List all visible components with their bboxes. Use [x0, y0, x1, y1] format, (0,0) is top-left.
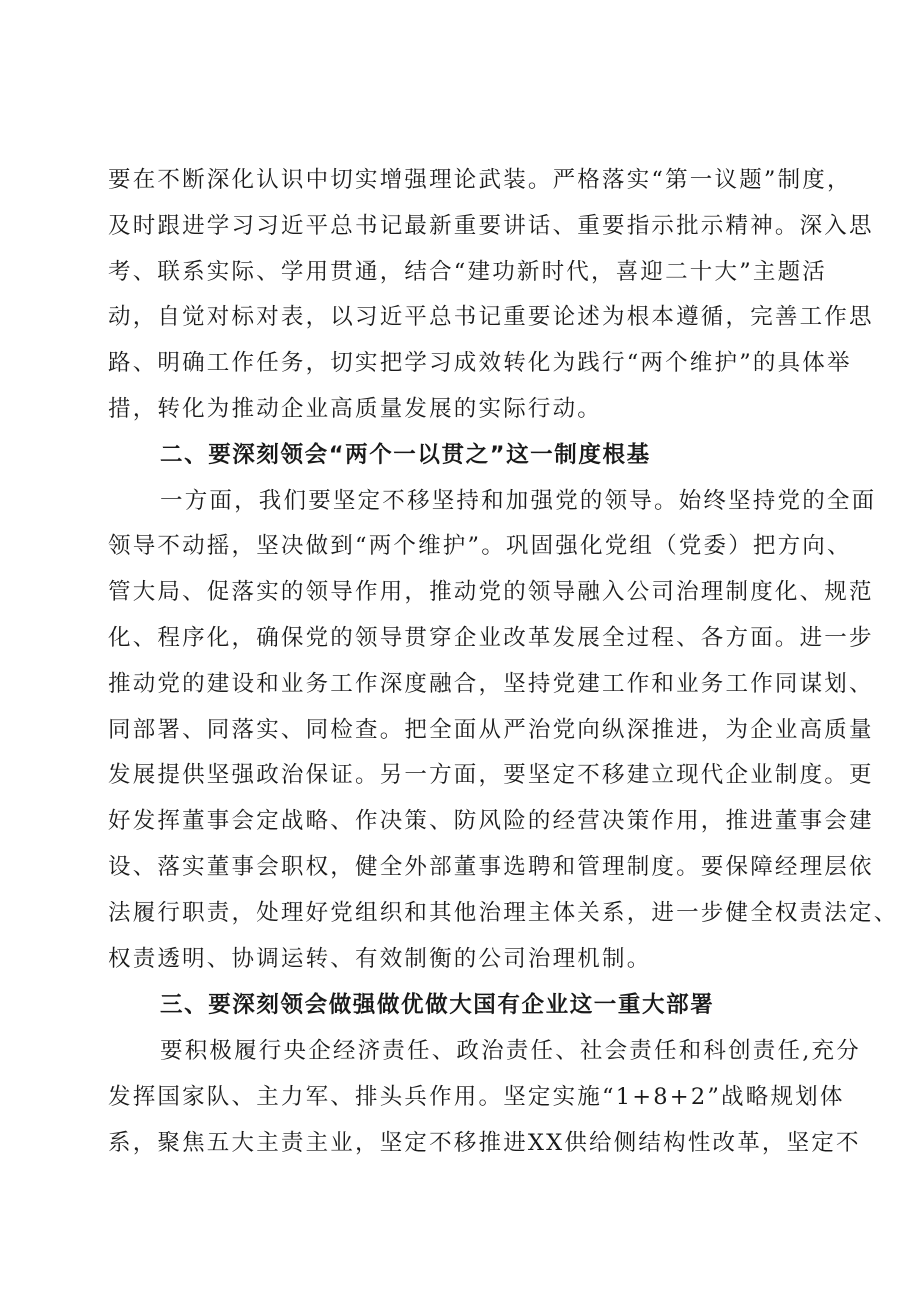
body-text-line: 好发挥董事会定战略、作决策、防风险的经营决策作用，推进董事会建	[108, 808, 874, 834]
body-text-line: 发展提供坚强政治保证。另一方面，要坚定不移建立现代企业制度。更	[108, 762, 874, 788]
body-text-line: 发挥国家队、主力军、排头兵作用。坚定实施“1+8+2”战略规划体	[108, 1084, 845, 1110]
body-text-line: 权责透明、协调运转、有效制衡的公司治理机制。	[108, 946, 652, 972]
body-text-line: 管大局、促落实的领导作用，推动党的领导融入公司治理制度化、规范	[108, 579, 874, 605]
body-text-line: 法履行职责，处理好党组织和其他治理主体关系，进一步健全权责法定、	[108, 900, 899, 926]
body-text-line: 设、落实董事会职权，健全外部董事选聘和管理制度。要保障经理层依	[108, 854, 874, 880]
body-text-line: 考、联系实际、学用贯通，结合“建功新时代，喜迎二十大”主题活	[108, 259, 828, 285]
body-text-line: 及时跟进学习习近平总书记最新重要讲话、重要指示批示精神。深入思	[108, 213, 874, 239]
section-heading-3: 三、要深刻领会做强做优做大国有企业这一重大部署	[160, 992, 715, 1018]
body-text-line: 要在不断深化认识中切实增强理论武装。严格落实“第一议题”制度，	[108, 167, 852, 193]
body-text-line: 化、程序化，确保党的领导贯穿企业改革发展全过程、各方面。进一步	[108, 625, 874, 651]
body-text-line: 路、明确工作任务，切实把学习成效转化为践行“两个维护”的具体举	[108, 350, 852, 376]
paragraph-first-line: 一方面，我们要坚定不移坚持和加强党的领导。始终坚持党的全面	[160, 488, 877, 514]
body-text-line: 推动党的建设和业务工作深度融合，坚持党建工作和业务工作同谋划、	[108, 671, 874, 697]
body-text-line: 领导不动摇，坚决做到“两个维护”。巩固强化党组（党委）把方向、	[108, 533, 852, 559]
body-text-line: 动，自觉对标对表，以习近平总书记重要论述为根本遵循，完善工作思	[108, 304, 874, 330]
section-heading-2: 二、要深刻领会“两个一以贯之”这一制度根基	[160, 442, 651, 468]
body-text-line: 同部署、同落实、同检查。把全面从严治党向纵深推进，为企业高质量	[108, 717, 874, 743]
body-text-line: 措，转化为推动企业高质量发展的实际行动。	[108, 396, 603, 422]
body-text-line: 系，聚焦五大主责主业，坚定不移推进XX供给侧结构性改革，坚定不	[108, 1130, 861, 1156]
paragraph-first-line: 要积极履行央企经济责任、政治责任、社会责任和科创责任,充分	[160, 1038, 861, 1064]
